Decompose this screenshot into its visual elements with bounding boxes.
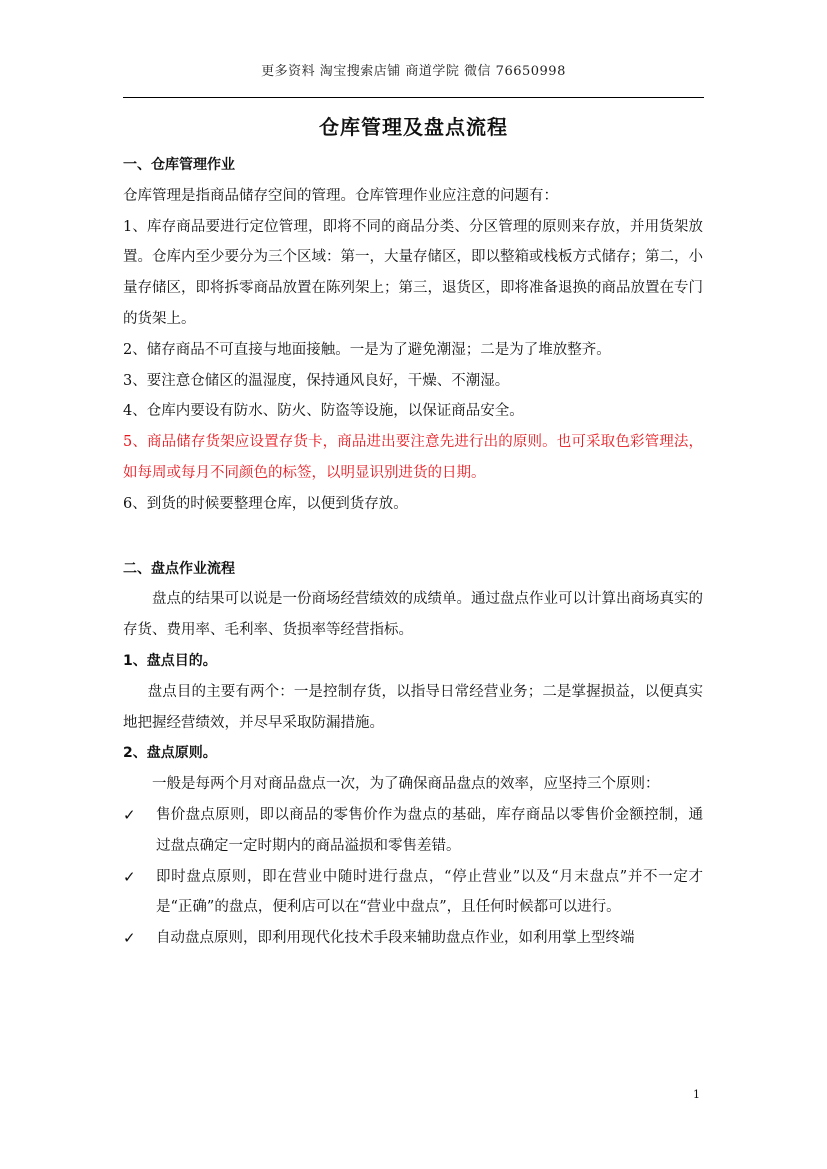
checklist-text: 售价盘点原则，即以商品的零售价作为盘点的基础，库存商品以零售价金额控制，通过盘点确定一定时期内的商品溢损和零售差错。	[156, 806, 703, 854]
checklist-text: 自动盘点原则，即利用现代化技术手段来辅助盘点作业，如利用掌上型终端	[156, 930, 635, 947]
checklist-item	[123, 862, 703, 924]
header-divider	[123, 97, 704, 98]
list-item: 2、储存商品不可直接与地面接触。一是为了避免潮湿；二是为了堆放整齐。	[123, 341, 611, 358]
paragraph: 盘点目的主要有两个：一是控制存货，以指导日常经营业务；二是掌握损益，以便真实地把握经营绩效，并尽早采取防漏措施。	[123, 683, 703, 731]
highlighted-list-item: 5、商品储存货架应设置存货卡，商品进出要注意先进行出的原则。也可采取色彩管理法，如每周或每月不同颜色的标签，以明显识别进货的日期。	[123, 434, 703, 481]
section-heading: 一、仓库管理作业	[123, 157, 235, 173]
checklist-text: 即时盘点原则，即在营业中随时进行盘点，“停止营业”以及“月末盘点”并不一定才是“正确”的盘点，便利店可以在“营业中盘点”，且任何时候都可以进行。	[156, 868, 703, 916]
document-title: 仓库管理及盘点流程	[319, 115, 508, 139]
checkmark-icon: ✓	[123, 867, 136, 886]
list-item: 1、库存商品要进行定位管理，即将不同的商品分类、分区管理的原则来存放，并用货架放置。仓库内至少要分为三个区域：第一，大量存储区，即以整箱或栈板方式储存；第二，小量存储区，即将拆零商品放置在陈列架上；第三，退货区，即将准备退换的商品放置在专门的货架上。	[123, 218, 703, 327]
paragraph: 盘点的结果可以说是一份商场经营绩效的成绩单。通过盘点作业可以计算出商场真实的存货、费用率、毛利率、货损率等经营指标。	[123, 591, 703, 639]
section-heading: 二、盘点作业流程	[123, 560, 235, 577]
subsection-heading: 2、盘点原则。	[123, 745, 217, 762]
checklist-item	[123, 800, 703, 862]
paragraph: 仓库管理是指商品储存空间的管理。仓库管理作业应注意的问题有：	[123, 187, 558, 204]
list-item: 6、到货的时候要整理仓库，以便到货存放。	[123, 495, 408, 512]
checkmark-icon: ✓	[123, 805, 136, 824]
page-number: 1	[693, 1088, 700, 1101]
paragraph: 一般是每两个月对商品盘点一次，为了确保商品盘点的效率，应坚持三个原则：	[152, 776, 660, 793]
list-item: 4、仓库内要设有防水、防火、防盗等设施，以保证商品安全。	[123, 403, 524, 420]
page-header: 更多资料 淘宝搜索店铺 商道学院 微信 76650998	[261, 64, 566, 79]
checkmark-icon: ✓	[123, 929, 136, 948]
spacer	[123, 520, 703, 554]
list-item: 3、要注意仓储区的温湿度，保持通风良好，干燥、不潮湿。	[123, 372, 510, 389]
document-body	[123, 150, 703, 954]
checklist-item	[123, 923, 703, 954]
subsection-heading: 1、盘点目的。	[123, 652, 217, 669]
